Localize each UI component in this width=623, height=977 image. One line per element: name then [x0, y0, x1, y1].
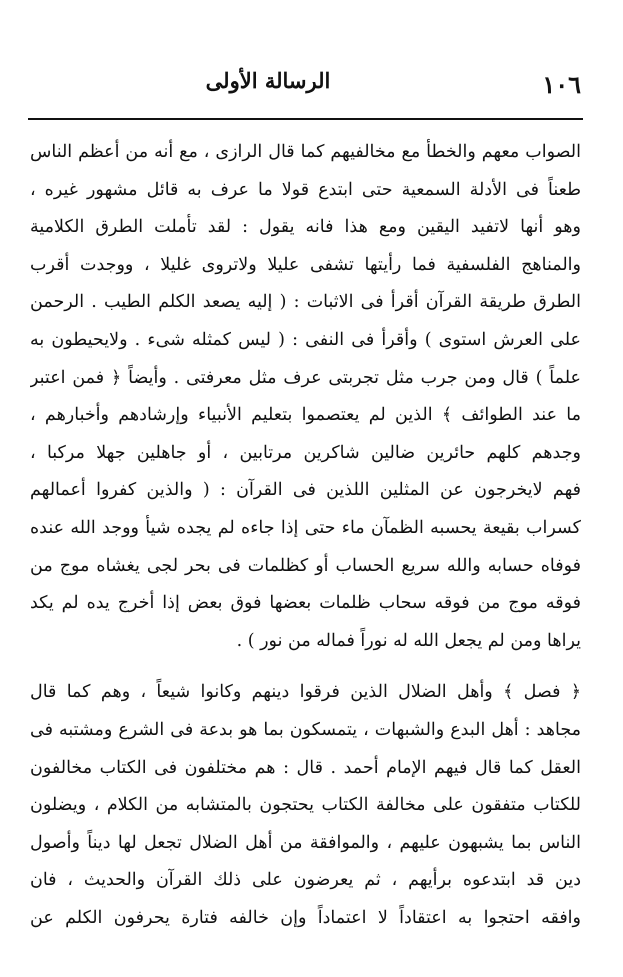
text-line-last: يراها ومن لم يجعل الله له نوراً فماله من نور ) . [236, 630, 581, 651]
text-line: على العرش استوى ) وأقرأ فى النفى : ( ليس كمثله شىء . ولايحيطون به [30, 329, 581, 350]
page-body [30, 134, 581, 937]
text-line: فوفاه حسابه والله سريع الحساب أو كظلمات فى بحر لجى يغشاه موج من [30, 555, 581, 576]
page-header [28, 62, 581, 102]
paragraph-1 [30, 134, 581, 660]
text-line: الناس بما يشبهون عليهم ، والموافقة من أهل الضلال تجعل لها ديناً وأصول [30, 832, 581, 853]
page-number: ١٠٦ [542, 70, 581, 99]
text-line: علماً ) قال ومن جرب مثل تجربتى عرف مثل معرفتى . وأيضاً ﴿ فمن اعتبر [30, 367, 581, 388]
text-line: كسراب بقيعة يحسبه الظمآن ماء حتى إذا جاءه لم يجده شيأ ووجد الله عنده [30, 517, 581, 538]
text-line: طعناً فى الأدلة السمعية حتى ابتدع قولا ما عرف به قائل مشهور غيره ، [30, 179, 581, 200]
text-line: فوقه موج من فوقه سحاب ظلمات بعضها فوق بعض إذا أخرج يده لم يكد [30, 593, 581, 614]
paragraph-gap [30, 660, 581, 674]
text-line: فهم لايخرجون عن المثلين اللذين فى القرآن : ( والذين كفروا أعمالهم [30, 480, 581, 501]
paragraph-2 [30, 674, 581, 937]
text-line: وهو أنها لاتفيد اليقين ومع هذا فانه يقول : لقد تأملت الطرق الكلامية [30, 217, 581, 238]
text-line: الصواب معهم والخطأ مع مخالفيهم كما قال الرازى ، مع أنه من أعظم الناس [30, 142, 581, 162]
text-line: الطرق طريقة القرآن أقرأ فى الاثبات : ( إليه يصعد الكلم الطيب . الرحمن [30, 292, 581, 313]
running-title: الرسالة الأولى [205, 68, 331, 93]
header-rule [28, 118, 583, 120]
text-line: العقل كما قال فيهم الإمام أحمد . قال : هم مختلفون فى الكتاب مخالفون [30, 757, 581, 778]
text-line: وافقه احتجوا به اعتقاداً لا اعتماداً وإن خالفه فتارة يحرفون الكلم عن [30, 907, 581, 928]
text-line: والمناهج الفلسفية فما رأيتها تشفى عليلا ولاتروى غليلا ، ووجدت أقرب [30, 254, 581, 275]
text-line: دين قد ابتدعوه برأيهم ، ثم يعرضون على ذلك القرآن والحديث ، فان [30, 870, 581, 891]
text-line: وجدهم كلهم حائرين ضالين شاكرين مرتابين ، أو جاهلين جهلا مركبا ، [30, 442, 581, 463]
text-line: مجاهد : أهل البدع والشبهات ، يتمسكون بما هو بدعة فى الشرع ومشتبه فى [30, 719, 581, 740]
text-line: للكتاب متفقون على مخالفة الكتاب يحتجون بالمتشابه من الكلام ، ويضلون [30, 795, 581, 816]
text-line: ﴿ فصل ﴾ وأهل الضلال الذين فرقوا دينهم وكانوا شيعاً ، وهم كما قال [30, 682, 581, 703]
text-line: ما عند الطوائف ﴾ الذين لم يعتصموا بتعليم الأنبياء وإرشادهم وأخبارهم ، [30, 405, 581, 426]
